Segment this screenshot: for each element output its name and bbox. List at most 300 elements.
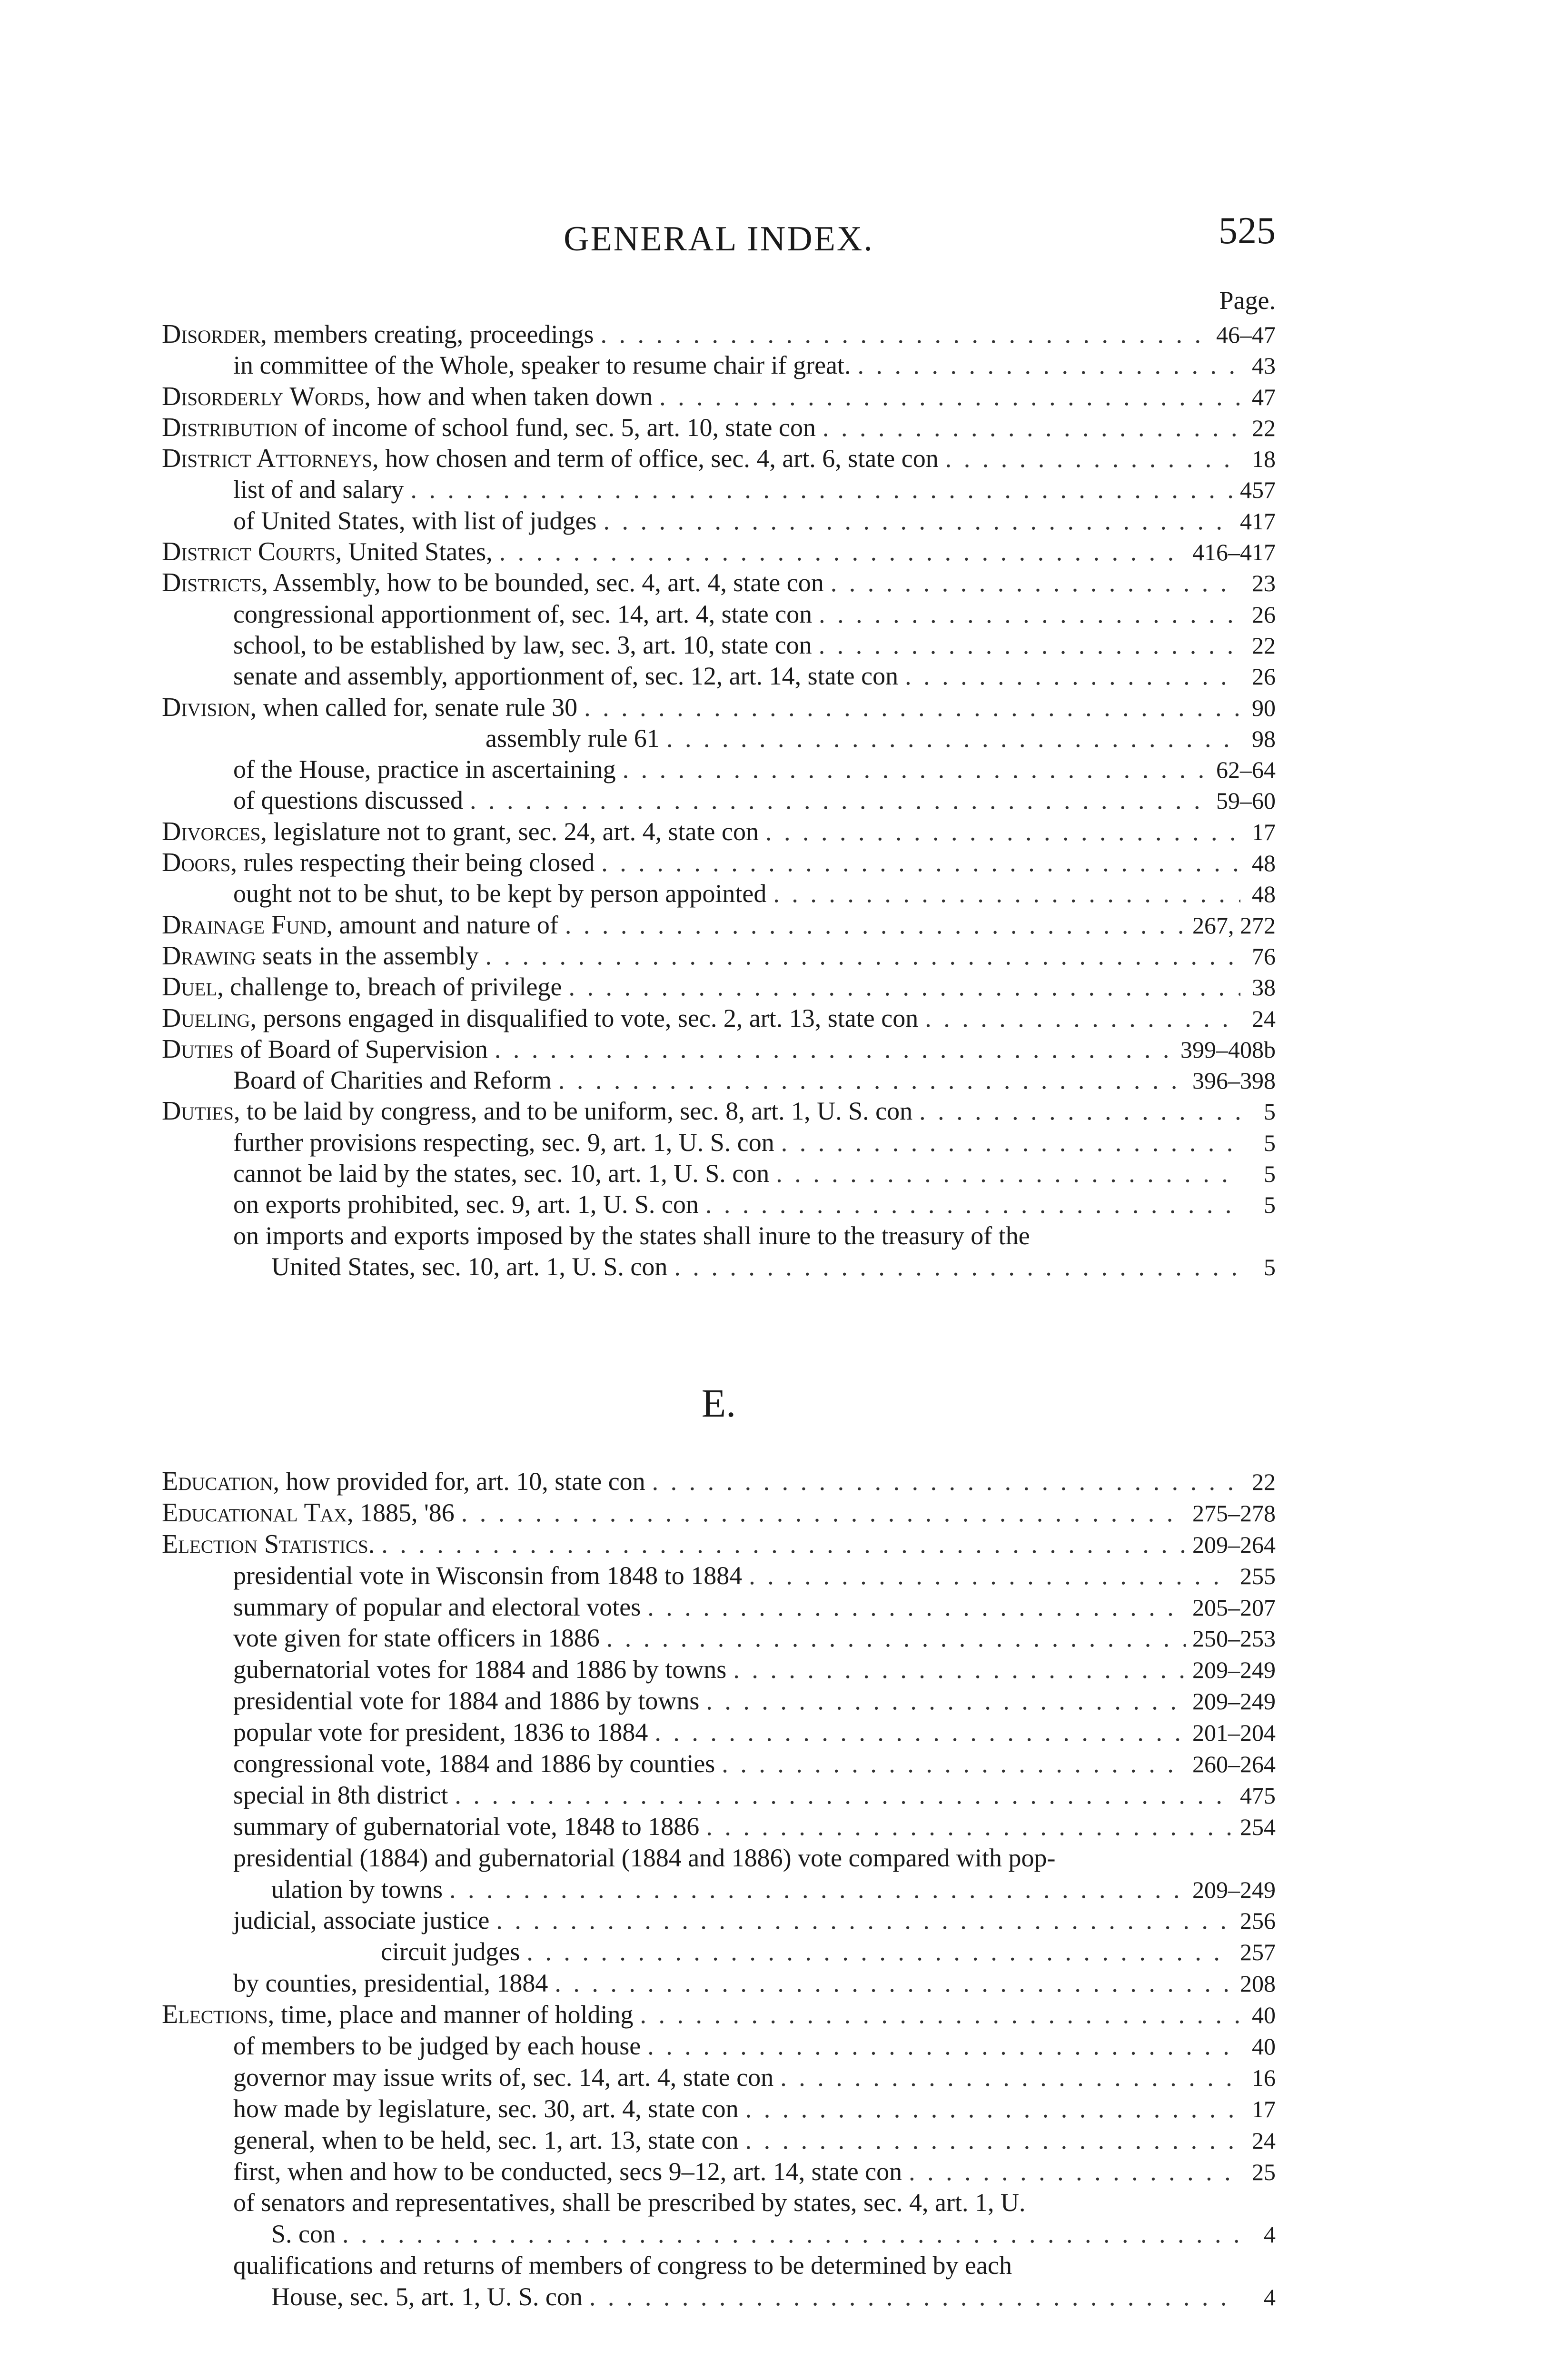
entry-description: of members to be judged by each house (233, 2032, 641, 2061)
index-entry (162, 1717, 1276, 1748)
entry-heading: Educational Tax (162, 1497, 347, 1527)
leader-dots (410, 474, 1233, 505)
entry-description: cannot be laid by the states, sec. 10, art. 1, U. S. con (233, 1159, 770, 1188)
entry-text (233, 1127, 774, 1158)
entry-heading: Education (162, 1467, 273, 1496)
index-entry (162, 816, 1276, 847)
leader-dots (470, 785, 1209, 816)
entry-text (162, 381, 653, 412)
entry-description: governor may issue writs of, sec. 14, art. 4, state con (233, 2063, 774, 2092)
entry-text (162, 816, 759, 847)
leader-dots (722, 1748, 1186, 1780)
entry-description: , rules respecting their being closed (230, 848, 595, 877)
index-entry (162, 1780, 1276, 1811)
leader-dots (526, 1936, 1233, 1968)
entry-text (233, 785, 463, 816)
entry-heading: Distribution (162, 412, 298, 442)
leader-dots (781, 1127, 1240, 1158)
index-entry (162, 723, 1276, 754)
entry-description: vote given for state officers in 1886 (233, 1624, 600, 1653)
leader-dots (601, 847, 1240, 878)
entry-text-line1: of senators and representatives, shall be prescribed by states, sec. 4, art. 1, U. (233, 2188, 1026, 2217)
entry-page: 17 (1252, 2095, 1276, 2122)
index-entry (162, 1158, 1276, 1189)
entry-description: assembly rule 61 (486, 724, 660, 753)
entry-text (162, 1096, 912, 1127)
index-entry (162, 2156, 1276, 2188)
entry-text (233, 2062, 773, 2093)
entry-description: , United States, (335, 537, 493, 566)
leader-dots (623, 754, 1209, 785)
index-entry (162, 1686, 1276, 1717)
entry-heading: Drawing (162, 941, 256, 971)
index-entry (162, 1529, 1276, 1560)
entry-description: presidential vote for 1884 and 1886 by towns (233, 1686, 700, 1716)
entry-text (162, 1034, 488, 1065)
section-letter-e: E. (701, 1381, 736, 1426)
leader-dots (342, 2219, 1240, 2250)
entry-page: 5 (1264, 1253, 1276, 1280)
entry-description: how made by legislature, sec. 30, art. 4, state con (233, 2094, 739, 2123)
entry-text (233, 630, 812, 661)
entry-page: 275–278 (1192, 1499, 1276, 1527)
leader-dots (706, 1686, 1186, 1717)
entry-text (233, 1780, 448, 1811)
index-entries-e-a (162, 1466, 1276, 1843)
entry-text (162, 567, 824, 598)
leader-dots (455, 1780, 1233, 1811)
entry-description: gubernatorial votes for 1884 and 1886 by towns (233, 1655, 727, 1684)
entry-page: 257 (1240, 1939, 1276, 1966)
entry-text (162, 443, 939, 474)
index-entry (162, 319, 1276, 350)
entry-page: 25 (1252, 2158, 1276, 2185)
entry-description: , how and when taken down (364, 382, 653, 411)
page-column-label: Page. (1219, 286, 1276, 315)
entry-page: 457 (1240, 476, 1276, 504)
leader-dots (733, 1654, 1186, 1686)
index-entry (162, 941, 1276, 972)
index-entry (162, 1811, 1276, 1843)
leader-dots (773, 878, 1240, 909)
entry-description: , Assembly, how to be bounded, sec. 4, art. 4, state con (261, 568, 824, 597)
index-entry (162, 506, 1276, 536)
index-entry (162, 1654, 1276, 1686)
index-entry (162, 630, 1276, 661)
entry-text-line1: on imports and exports imposed by the states shall inure to the treasury of the (233, 1221, 1030, 1250)
index-entry (162, 412, 1276, 443)
index-entry (162, 1497, 1276, 1529)
index-entry (162, 536, 1276, 567)
entry-text (233, 506, 596, 536)
entry-description: , legislature not to grant, sec. 24, art. 4, state con (260, 817, 759, 846)
index-entry (162, 1003, 1276, 1034)
entry-heading: Drainage Fund (162, 910, 327, 940)
entry-description: summary of gubernatorial vote, 1848 to 1886 (233, 1812, 700, 1841)
entry-page: 26 (1252, 601, 1276, 628)
entry-heading: Districts (162, 568, 262, 598)
entry-text (233, 599, 812, 630)
index-entry (162, 1065, 1276, 1096)
entry-description: , 1885, '86 (347, 1498, 455, 1527)
entry-text-line1: qualifications and returns of members of congress to be determined by each (233, 2251, 1012, 2280)
entry-description: summary of popular and electoral votes (233, 1592, 641, 1621)
index-entry (162, 443, 1276, 474)
entry-text (233, 2093, 739, 2125)
entry-page: 209–249 (1192, 1876, 1276, 1903)
leader-dots (706, 1811, 1233, 1843)
leader-dots (652, 1466, 1240, 1497)
leader-dots (461, 1497, 1186, 1529)
leader-dots (674, 1251, 1240, 1282)
entry-page: 5 (1264, 1098, 1276, 1125)
leader-dots (558, 1065, 1186, 1096)
entry-heading: Disorder (162, 319, 261, 349)
leader-dots (919, 1096, 1240, 1127)
entry-text (233, 754, 616, 785)
leader-dots (589, 2281, 1240, 2313)
entry-heading: Election Statistics (162, 1529, 368, 1559)
entry-page: 17 (1252, 818, 1276, 845)
index-entry (162, 1127, 1276, 1158)
entry-text (162, 1466, 645, 1497)
leader-dots (659, 381, 1240, 412)
entry-page: 98 (1252, 725, 1276, 752)
entry-text-line2-row (162, 2281, 1276, 2313)
entry-text (233, 661, 898, 692)
entry-page: 201–204 (1192, 1719, 1276, 1746)
entry-text (162, 941, 479, 972)
page-number: 525 (1219, 210, 1276, 252)
entry-text (233, 1811, 699, 1843)
entry-description: , when called for, senate rule 30 (250, 693, 578, 722)
leader-dots (705, 1189, 1240, 1220)
index-entry-wrapped (162, 1220, 1276, 1283)
leader-dots (568, 972, 1240, 1002)
leader-dots (486, 941, 1240, 972)
entry-text-line2-row (162, 2219, 1276, 2250)
index-entry (162, 1034, 1276, 1065)
index-entry (162, 1560, 1276, 1592)
leader-dots (823, 412, 1240, 443)
index-entry (162, 692, 1276, 723)
entry-text: United States, sec. 10, art. 1, U. S. con (271, 1252, 668, 1281)
index-entry (162, 567, 1276, 598)
index-entry (162, 2093, 1276, 2125)
entry-description: , how chosen and term of office, sec. 4, art. 6, state con (372, 444, 939, 473)
index-entry (162, 474, 1276, 505)
entry-text (162, 972, 562, 1002)
leader-dots (606, 1623, 1186, 1654)
leader-dots (603, 506, 1233, 536)
entry-page: 209–264 (1192, 1531, 1276, 1558)
entry-page: 46–47 (1216, 321, 1276, 348)
index-section-e (162, 1466, 1276, 2313)
leader-dots (905, 661, 1240, 692)
entry-text (233, 1592, 641, 1623)
entry-page: 18 (1252, 446, 1276, 473)
entry-text (233, 1065, 552, 1096)
leader-dots (925, 1003, 1240, 1034)
entry-text (233, 1158, 769, 1189)
leader-dots (745, 2125, 1240, 2156)
entry-page: 4 (1264, 2221, 1276, 2248)
leader-dots (647, 2031, 1240, 2062)
entry-page: 396–398 (1192, 1067, 1276, 1094)
leader-dots (647, 1592, 1186, 1623)
leader-dots (765, 816, 1240, 847)
entry-page: 209–249 (1192, 1688, 1276, 1715)
entry-page: 417 (1240, 507, 1276, 535)
leader-dots (945, 443, 1240, 474)
entry-page: 256 (1240, 1907, 1276, 1934)
index-entry (162, 1189, 1276, 1220)
entry-text (162, 319, 594, 350)
entry-text (233, 1623, 600, 1654)
index-entry-wrapped (162, 2187, 1276, 2250)
index-entry (162, 785, 1276, 816)
leader-dots (555, 1968, 1233, 1999)
entry-text (233, 1654, 726, 1686)
entry-page: 254 (1240, 1813, 1276, 1840)
entry-text: ulation by towns (271, 1874, 443, 1904)
leader-dots (776, 1158, 1240, 1189)
entry-text (233, 474, 404, 505)
index-entry (162, 878, 1276, 909)
entry-text-line2-row (162, 1251, 1276, 1282)
entry-description: of United States, with list of judges (233, 506, 597, 535)
entry-page: 208 (1240, 1970, 1276, 1997)
entry-page: 22 (1252, 632, 1276, 659)
entry-text (162, 1529, 375, 1560)
entry-description: congressional vote, 1884 and 1886 by counties (233, 1749, 715, 1778)
entry-description: list of and salary (233, 475, 404, 504)
entry-description: , challenge to, breach of privilege (217, 972, 562, 1002)
entry-text (233, 1717, 648, 1748)
entry-text-line1: presidential (1884) and gubernatorial (1884 and 1886) vote compared with pop- (233, 1843, 1056, 1872)
entry-text (162, 412, 816, 443)
leader-dots (584, 692, 1240, 723)
index-entry (162, 2125, 1276, 2156)
index-entry (162, 1748, 1276, 1780)
entry-description: , members creating, proceedings (260, 320, 594, 348)
entry-text (162, 910, 558, 941)
entry-description: school, to be established by law, sec. 3, art. 10, state con (233, 630, 812, 659)
entry-description: , persons engaged in disqualified to vote, sec. 2, art. 13, state con (250, 1003, 919, 1032)
entry-text (233, 1968, 548, 1999)
index-entry (162, 1999, 1276, 2031)
entry-heading: Division (162, 692, 250, 722)
index-entries-d (162, 319, 1276, 1220)
entry-page: 76 (1252, 942, 1276, 970)
entry-text (162, 1497, 455, 1529)
leader-dots (666, 723, 1240, 754)
leader-dots (381, 1529, 1186, 1560)
running-head: GENERAL INDEX. (564, 219, 874, 258)
entry-page: 24 (1252, 1005, 1276, 1032)
entry-heading: Duties (162, 1034, 234, 1064)
entry-description: ought not to be shut, to be kept by person appointed (233, 879, 767, 908)
entry-description: , how provided for, art. 10, state con (273, 1467, 645, 1496)
index-entry (162, 1466, 1276, 1497)
entry-description: of questions discussed (233, 786, 463, 815)
entry-page: 62–64 (1216, 756, 1276, 783)
entry-heading: Disorderly Words (162, 381, 365, 411)
entry-description: in committee of the Whole, speaker to resume chair if great. (233, 351, 851, 380)
entry-text (162, 1999, 633, 2031)
entry-text (233, 1905, 489, 1936)
entry-text (233, 1686, 699, 1717)
entry-text-line2-row (162, 1874, 1276, 1905)
index-entry (162, 910, 1276, 941)
leader-dots (909, 2156, 1240, 2188)
index-entry (162, 1592, 1276, 1623)
entry-page: 38 (1252, 974, 1276, 1001)
index-entry (162, 381, 1276, 412)
entry-text (233, 2156, 902, 2188)
entry-text (233, 1189, 699, 1220)
entry-page: 399–408b (1180, 1036, 1276, 1063)
index-entry-wrapped (162, 2250, 1276, 2313)
entry-page: 24 (1252, 2127, 1276, 2154)
entry-page: 43 (1252, 352, 1276, 379)
leader-dots (640, 1999, 1240, 2031)
index-entry (162, 599, 1276, 630)
leader-dots (780, 2062, 1240, 2093)
index-entry (162, 754, 1276, 785)
entry-text (233, 350, 851, 381)
entry-description: of the House, practice in ascertaining (233, 755, 616, 784)
entry-page: 48 (1252, 881, 1276, 908)
index-entry (162, 1623, 1276, 1654)
entry-description: popular vote for president, 1836 to 1884 (233, 1718, 648, 1747)
entry-heading: Duties (162, 1096, 234, 1126)
index-entry (162, 2062, 1276, 2093)
entry-page: 416–417 (1192, 539, 1276, 566)
entry-page: 209–249 (1192, 1656, 1276, 1684)
entry-page: 4 (1264, 2284, 1276, 2311)
page-header (162, 209, 1276, 262)
entry-description: . (368, 1529, 375, 1558)
entry-description: first, when and how to be conducted, secs 9–12, art. 14, state con (233, 2157, 902, 2186)
entry-description: seats in the assembly (256, 941, 479, 970)
entry-description: of Board of Supervision (233, 1034, 488, 1063)
entry-heading: District Attorneys (162, 444, 373, 474)
entry-text (486, 723, 660, 754)
entry-page: 23 (1252, 570, 1276, 597)
leader-dots (819, 599, 1240, 630)
entry-description: presidential vote in Wisconsin from 1848 to 1884 (233, 1561, 743, 1590)
leader-dots (601, 319, 1209, 350)
leader-dots (745, 2093, 1240, 2125)
entry-description: on exports prohibited, sec. 9, art. 1, U. S. con (233, 1190, 699, 1219)
entry-text (233, 2125, 739, 2156)
leader-dots (749, 1560, 1233, 1592)
entry-description: circuit judges (381, 1937, 520, 1966)
leader-dots (654, 1717, 1186, 1748)
entry-text: House, sec. 5, art. 1, U. S. con (271, 2282, 583, 2311)
leader-dots (565, 910, 1186, 941)
entry-text (233, 1748, 715, 1780)
entry-page: 205–207 (1192, 1594, 1276, 1621)
entry-page: 250–253 (1192, 1625, 1276, 1652)
entry-page: 255 (1240, 1562, 1276, 1589)
entry-description: general, when to be held, sec. 1, art. 13, state con (233, 2125, 739, 2154)
entry-page: 260–264 (1192, 1751, 1276, 1778)
entry-text (381, 1936, 520, 1968)
entry-page: 26 (1252, 663, 1276, 690)
index-entry (162, 1905, 1276, 1936)
leader-dots (495, 1034, 1174, 1065)
entry-description: , amount and nature of (326, 910, 558, 939)
entry-page: 48 (1252, 850, 1276, 877)
entry-heading: Duel (162, 972, 218, 1002)
entry-page: 267, 272 (1192, 912, 1276, 939)
entry-text (233, 878, 766, 909)
entry-page: 59–60 (1216, 787, 1276, 814)
entry-heading: Doors (162, 848, 231, 878)
entry-page: 40 (1252, 2002, 1276, 2029)
entry-page: 22 (1252, 1468, 1276, 1495)
index-entry (162, 661, 1276, 692)
leader-dots (496, 1905, 1233, 1936)
leader-dots (858, 350, 1240, 381)
entry-page: 5 (1264, 1160, 1276, 1188)
entry-page: 40 (1252, 2033, 1276, 2060)
leader-dots (831, 567, 1240, 598)
entry-text: S. con (271, 2220, 336, 2249)
entry-description: senate and assembly, apportionment of, sec. 12, art. 14, state con (233, 662, 899, 691)
index-entries-e-b (162, 1905, 1276, 2187)
entry-text (162, 536, 493, 567)
entry-page: 5 (1264, 1129, 1276, 1156)
entry-text (162, 1003, 918, 1034)
entry-description: further provisions respecting, sec. 9, art. 1, U. S. con (233, 1128, 774, 1157)
entry-page: 475 (1240, 1782, 1276, 1809)
entry-description: Board of Charities and Reform (233, 1066, 552, 1095)
leader-dots (449, 1874, 1186, 1905)
leader-dots (499, 536, 1186, 567)
entry-text (162, 692, 577, 723)
entry-text (233, 2031, 641, 2062)
entry-text (233, 1560, 742, 1592)
entry-page: 5 (1264, 1191, 1276, 1219)
index-entry (162, 972, 1276, 1002)
index-entry (162, 1936, 1276, 1968)
entry-text (162, 847, 595, 878)
entry-page: 22 (1252, 414, 1276, 441)
entry-heading: Elections (162, 2000, 268, 2030)
index-entry (162, 350, 1276, 381)
index-section-d (162, 319, 1276, 1282)
entry-page: 16 (1252, 2064, 1276, 2091)
entry-description: judicial, associate justice (233, 1906, 490, 1935)
index-entry (162, 1968, 1276, 1999)
entry-description: congressional apportionment of, sec. 14, art. 4, state con (233, 599, 813, 628)
entry-description: , to be laid by congress, and to be uniform, sec. 8, art. 1, U. S. con (233, 1097, 913, 1126)
index-entry-wrapped (162, 1843, 1276, 1905)
entry-description: by counties, presidential, 1884 (233, 1969, 548, 1998)
entry-description: , time, place and manner of holding (268, 2000, 634, 2029)
index-entry (162, 2031, 1276, 2062)
leader-dots (819, 630, 1240, 661)
entry-description: special in 8th district (233, 1780, 448, 1809)
entry-page: 90 (1252, 694, 1276, 721)
entry-page: 47 (1252, 383, 1276, 410)
index-entry (162, 1096, 1276, 1127)
entry-heading: District Courts (162, 537, 336, 567)
entry-heading: Dueling (162, 1003, 250, 1033)
